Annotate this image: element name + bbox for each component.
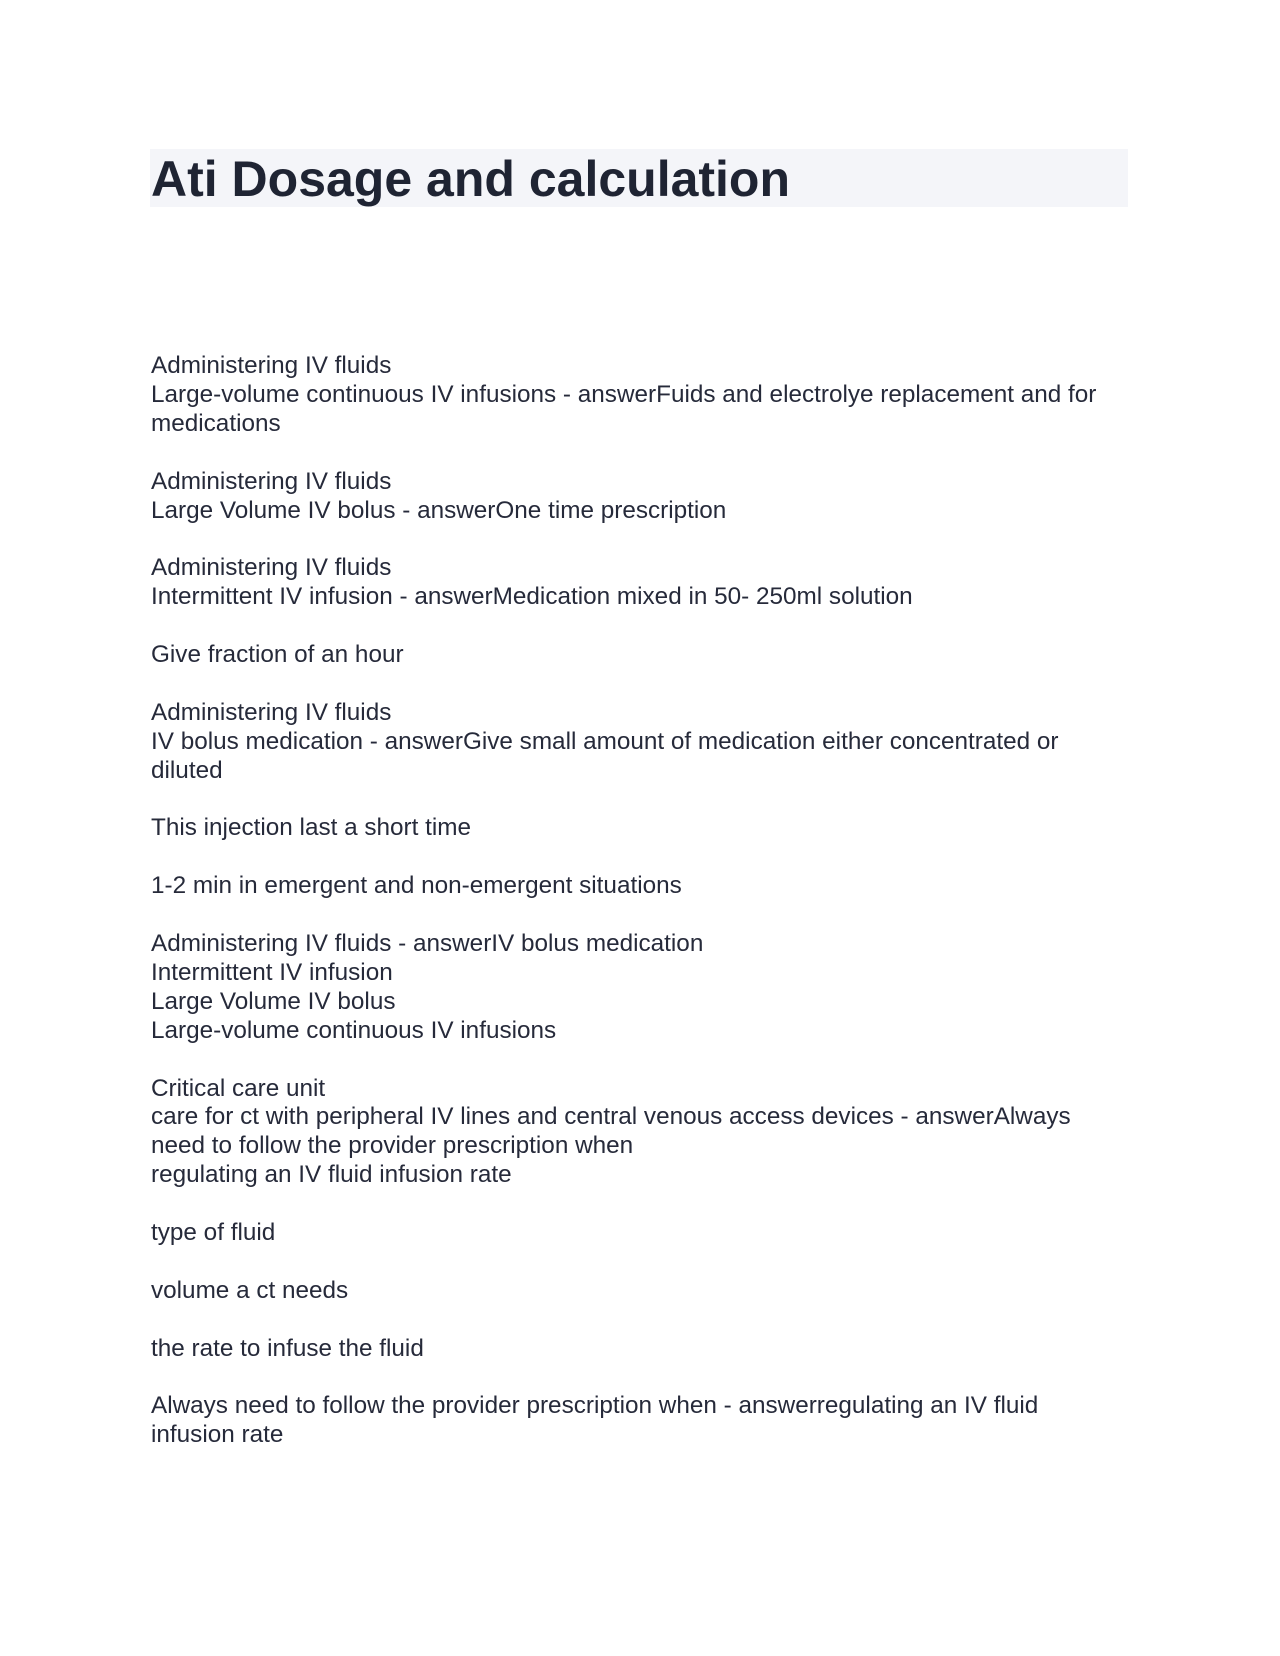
text-line: regulating an IV fluid infusion rate (151, 1161, 512, 1189)
text-line: Large Volume IV bolus - answerOne time prescription (151, 496, 727, 524)
flashcard-block (151, 930, 1141, 1046)
text-line: IV bolus medication - answerGive small amount of medication either concentrated or (151, 727, 1059, 755)
text-line: Always need to follow the provider prescription when - answerregulating an IV fluid (151, 1392, 1039, 1420)
text-line: Administering IV fluids - answerIV bolus medication (151, 930, 704, 958)
flashcard-block (151, 554, 1141, 612)
text-line: care for ct with peripheral IV lines and central venous access devices - answerAlways (151, 1103, 1071, 1131)
text-line: infusion rate (151, 1421, 284, 1449)
text-line: need to follow the provider prescription when (151, 1132, 634, 1160)
flashcard-block (151, 1392, 1141, 1450)
flashcard-block (151, 1219, 1141, 1248)
text-line: Intermittent IV infusion (151, 958, 393, 986)
flashcard-block (151, 1075, 1141, 1191)
flashcard-block (151, 1277, 1141, 1306)
text-line: medications (151, 409, 281, 437)
text-line: Large Volume IV bolus (151, 987, 396, 1015)
text-line: This injection last a short time (151, 814, 472, 842)
flashcard-block (151, 872, 1141, 901)
text-line: diluted (151, 756, 223, 784)
text-line: the rate to infuse the fluid (151, 1334, 424, 1362)
text-line: Administering IV fluids (151, 698, 392, 726)
document-body (151, 352, 1141, 1479)
text-line: volume a ct needs (151, 1276, 349, 1304)
flashcard-block (151, 699, 1141, 786)
text-line: Critical care unit (151, 1074, 326, 1102)
text-line: Large-volume continuous IV infusions - answerFuids and electrolye replacement and for (151, 380, 1097, 408)
text-line: Intermittent IV infusion - answerMedication mixed in 50- 250ml solution (151, 583, 913, 611)
flashcard-block (151, 1335, 1141, 1364)
document-title: Ati Dosage and calculation (151, 151, 791, 207)
flashcard-block (151, 814, 1141, 843)
text-line: type of fluid (151, 1219, 276, 1247)
text-line: Administering IV fluids (151, 467, 392, 495)
text-line: Large-volume continuous IV infusions (151, 1016, 557, 1044)
flashcard-block (151, 641, 1141, 670)
flashcard-block (151, 468, 1141, 526)
text-line: Give fraction of an hour (151, 641, 404, 669)
text-line: 1-2 min in emergent and non-emergent situations (151, 872, 682, 900)
text-line: Administering IV fluids (151, 352, 392, 379)
flashcard-block (151, 352, 1141, 439)
text-line: Administering IV fluids (151, 554, 392, 582)
